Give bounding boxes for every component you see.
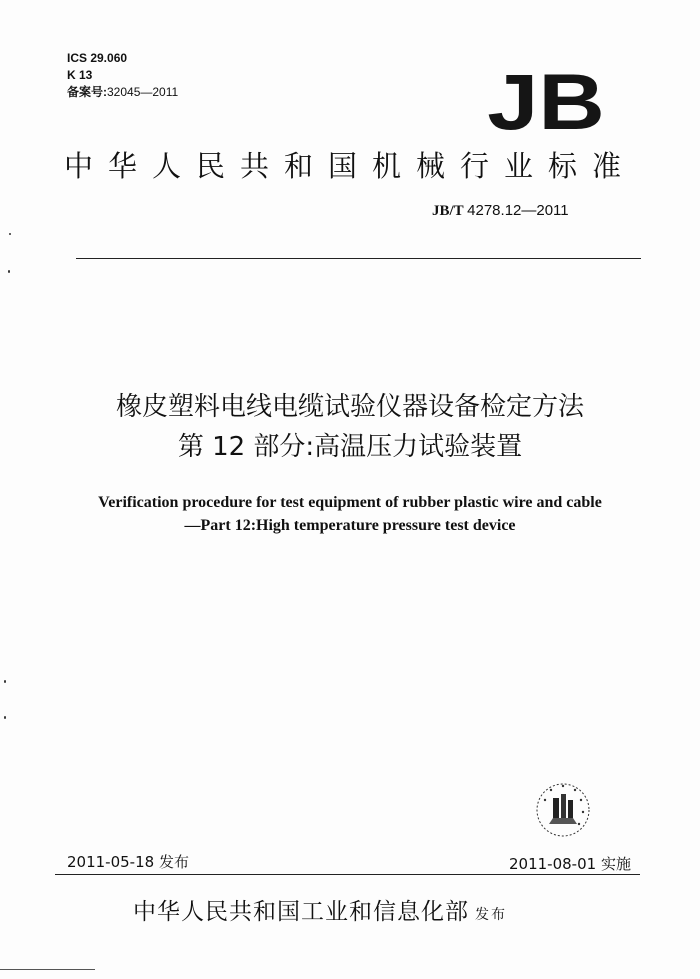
publisher-suffix: 发布 bbox=[475, 907, 507, 923]
scan-speck bbox=[9, 233, 11, 235]
footer-divider bbox=[55, 874, 640, 875]
publisher bbox=[133, 893, 507, 926]
scan-speck bbox=[4, 680, 6, 683]
record-label: 备案号: bbox=[67, 85, 107, 99]
implementation-date: 2011-08-01 实施 bbox=[509, 855, 631, 873]
bottom-edge-line bbox=[0, 969, 95, 970]
jb-logo-text: JB bbox=[487, 62, 605, 140]
ics-code: ICS 29.060 bbox=[67, 51, 128, 65]
classification-block bbox=[67, 50, 178, 101]
standard-value: 4278.12—2011 bbox=[467, 202, 569, 219]
title-en-line2: —Part 12:High temperature pressure test device bbox=[184, 517, 516, 534]
title-en-line1: Verification procedure for test equipment of rubber plastic wire and cable bbox=[98, 494, 602, 511]
issue-date: 2011-05-18 发布 bbox=[67, 853, 189, 871]
k-code: K 13 bbox=[67, 68, 93, 82]
publisher-name: 中华人民共和国工业和信息化部 bbox=[133, 899, 469, 925]
scan-speck bbox=[8, 270, 10, 273]
record-number bbox=[67, 84, 178, 101]
record-value: 32045—2011 bbox=[107, 85, 179, 99]
jb-logo-icon bbox=[482, 62, 610, 140]
title-cn-line2: 第 12 部分:高温压力试验装置 bbox=[177, 432, 523, 462]
org-title: 中华人民共和国机械行业标准 bbox=[64, 149, 637, 183]
publisher-seal-icon bbox=[533, 780, 593, 840]
standard-prefix: JB/T bbox=[432, 203, 468, 219]
scan-speck bbox=[4, 716, 6, 719]
standard-number bbox=[432, 202, 569, 220]
title-cn-line1: 橡皮塑料电线电缆试验仪器设备检定方法 bbox=[115, 392, 584, 422]
header-divider bbox=[76, 258, 641, 259]
